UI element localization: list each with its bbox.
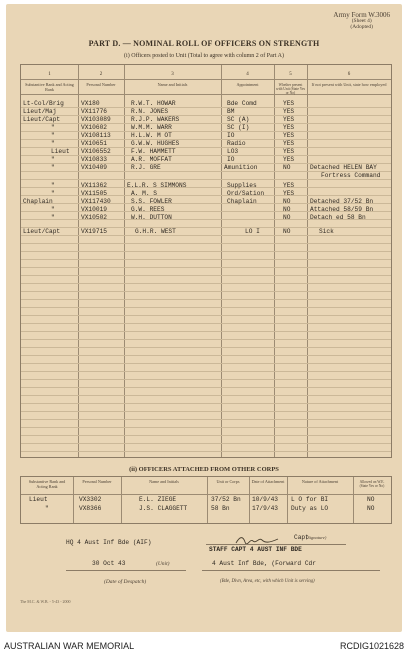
signature-rank: Capt [294, 534, 309, 541]
ruled-line [21, 299, 391, 300]
cell-number: VX10409 [81, 164, 107, 171]
cell-rank: Lieut [51, 148, 70, 155]
table-row [21, 198, 391, 206]
signature-line [206, 544, 346, 545]
column-header-allowed: Allowed on W.E. (State Yes or No) [359, 480, 385, 488]
ruled-line [21, 283, 391, 284]
cell-number: VX103089 [81, 116, 111, 123]
column-number: 1 [48, 72, 51, 77]
cell-corps: 37/52 Bn [211, 496, 241, 503]
cell-name: R.N. JONES [131, 108, 169, 115]
cell-number: VX11362 [81, 182, 107, 189]
cell-nature: Duty as LO [291, 505, 329, 512]
ruled-line [21, 443, 391, 444]
archive-name: AUSTRALIAN WAR MEMORIAL [4, 641, 135, 651]
cell-appointment: Ord/Sation [227, 190, 265, 197]
cell-rank: " [51, 132, 55, 139]
cell-date: 10/9/43 [252, 496, 278, 503]
ruled-line [21, 251, 391, 252]
cell-rank: Chaplain [23, 198, 53, 205]
ruled-line [21, 435, 391, 436]
cell-rank: Lieut/Capt [23, 116, 61, 123]
ruled-line [21, 259, 391, 260]
cell-name: W.H. DUTTON [131, 214, 172, 221]
cell-number: VX10019 [81, 206, 107, 213]
cell-name: J.S. CLAGGETT [139, 505, 188, 512]
cell-present: YES [283, 108, 295, 115]
table-row [21, 228, 391, 236]
date-line [66, 570, 186, 571]
cell-number: VX11505 [81, 190, 107, 197]
column-header-rank: Substantive Rank and Acting Rank [28, 479, 66, 489]
table-row [21, 108, 391, 116]
header-rule [21, 494, 391, 495]
cell-number: VX10833 [81, 156, 107, 163]
archive-reference: RCDIG1021628 [339, 641, 404, 651]
cell-number: VX180 [81, 100, 100, 107]
header-rule [21, 79, 391, 80]
cell-present: NO [283, 214, 291, 221]
attached-officers-table [20, 476, 392, 524]
cell-remark: Sick [319, 228, 334, 235]
ruled-line [21, 419, 391, 420]
cell-allowed: NO [367, 496, 375, 503]
cell-rank: Lieut/Maj [23, 108, 57, 115]
cell-nature: L O for BI [291, 496, 329, 503]
column-number: 5 [289, 72, 292, 77]
cell-present: YES [283, 100, 295, 107]
column-header-corps: Unit or Corps [216, 479, 240, 484]
cell-present: YES [283, 140, 295, 147]
cell-corps: 58 Bn [211, 505, 230, 512]
cell-name: G.W.W. HUGHES [131, 140, 180, 147]
table-row [21, 100, 391, 108]
ruled-line [21, 315, 391, 316]
cell-rank: " [51, 182, 55, 189]
cell-appointment: SC (A) [227, 116, 250, 123]
printer-imprint: The M.C. & W.B. - 5-43 - 2000 [20, 599, 71, 604]
ruled-line [21, 355, 391, 356]
cell-rank: " [45, 505, 49, 512]
cell-appointment: LO3 [227, 148, 239, 155]
ruled-line [21, 307, 391, 308]
cell-appointment: BM [227, 108, 235, 115]
cell-appointment: SC (I) [227, 124, 250, 131]
cell-appointment: Supplies [227, 182, 257, 189]
cell-date: 17/9/43 [252, 505, 278, 512]
cell-present: YES [283, 132, 295, 139]
form-sheet-number: (Sheet 4) [351, 18, 372, 24]
table-row [21, 214, 391, 222]
cell-name: S.S. FOWLER [131, 198, 172, 205]
cell-rank: " [51, 124, 55, 131]
column-header-present: Whether present with Unit (State Yes or No) [276, 83, 305, 95]
cell-name: G.H.R. WEST [135, 228, 176, 235]
cell-appointment: Amunition [224, 164, 258, 171]
table-row [21, 124, 391, 132]
column-header-number: Personal Number [82, 479, 112, 484]
cell-name: A.R. MOFFAT [131, 156, 172, 163]
table-row [21, 132, 391, 140]
cell-name: R.J.P. WAKERS [131, 116, 180, 123]
cell-name: R.J. GRE [131, 164, 161, 171]
ruled-line [21, 331, 391, 332]
cell-number: VX8366 [79, 505, 102, 512]
column-header-name: Name and Initials [149, 479, 179, 484]
cell-number: VX11776 [81, 108, 107, 115]
hq-line: HQ 4 Aust Inf Bde (AIF) [66, 539, 152, 546]
cell-present: YES [283, 148, 295, 155]
cell-rank: " [51, 164, 55, 171]
form-name: Army Form W.3006 [333, 11, 390, 19]
table-row [21, 505, 391, 513]
despatch-date: 30 Oct 43 [92, 560, 126, 567]
ruled-line [21, 403, 391, 404]
ruled-line [21, 275, 391, 276]
unit-detail: 4 Aust Inf Bde, (Forward Cdr [212, 560, 316, 567]
cell-present: YES [283, 116, 295, 123]
ruled-line [21, 395, 391, 396]
column-number: 3 [171, 72, 174, 77]
cell-appointment: LO I [245, 228, 260, 235]
column-header-number: Personal Number [86, 82, 116, 87]
cell-name: E.L. ZIEGE [139, 496, 177, 503]
cell-name: E.L.R. S SIMMONS [127, 182, 187, 189]
ruled-line [21, 291, 391, 292]
cell-number: VX3302 [79, 496, 102, 503]
table-row [21, 116, 391, 124]
unit-detail-caption: (Bde, Divn, Area, etc, with which Unit is serving) [220, 579, 315, 584]
cell-rank: " [51, 140, 55, 147]
table-row [21, 182, 391, 190]
table-row [21, 156, 391, 164]
ruled-line [21, 379, 391, 380]
cell-allowed: NO [367, 505, 375, 512]
signature-title: STAFF CAPT 4 AUST INF BDE [209, 546, 302, 553]
cell-present: YES [283, 156, 295, 163]
table-row [21, 148, 391, 156]
cell-remark: Attached 58/59 Bn [310, 206, 374, 213]
ruled-line [21, 387, 391, 388]
cell-number: VX108113 [81, 132, 111, 139]
cell-name: G.W. REES [131, 206, 165, 213]
column-header-name: Name and Initials [157, 82, 188, 87]
column-header-rank: Substantive Rank and Acting Rank [25, 82, 74, 92]
column-number: 6 [347, 72, 351, 77]
column-number: 2 [99, 72, 103, 77]
cell-appointment: IO [227, 132, 235, 139]
cell-remark: Detached HELEN BAY [310, 164, 377, 171]
form-sheet [6, 4, 402, 632]
cell-number: VX10502 [81, 214, 107, 221]
cell-present: NO [283, 198, 291, 205]
form-header [333, 12, 390, 30]
cell-appointment: Chaplain [227, 198, 257, 205]
date-caption: (Date of Despatch) [104, 579, 147, 585]
table-row [21, 206, 391, 214]
ruled-line [21, 339, 391, 340]
cell-rank: Lieut/Capt [23, 228, 61, 235]
table-row [21, 140, 391, 148]
cell-present: YES [283, 190, 295, 197]
cell-number: VX10602 [81, 124, 107, 131]
column-header-date: Date of Attachment [251, 479, 285, 484]
cell-number: VX10651 [81, 140, 107, 147]
cell-present: YES [283, 182, 295, 189]
ruled-line [21, 323, 391, 324]
cell-present: NO [283, 164, 291, 171]
cell-remark: Detach ed 58 Bn [310, 214, 366, 221]
archive-caption-bar [0, 640, 408, 654]
cell-appointment: IO [227, 156, 235, 163]
page-title: PART D. — NOMINAL ROLL OF OFFICERS ON STRENGTH [88, 39, 320, 48]
header-rule [21, 94, 391, 95]
cell-name: R.W.T. HOWAR [131, 100, 176, 107]
cell-rank: " [51, 206, 55, 213]
cell-appointment: Bde Comd [227, 100, 257, 107]
cell-number: VX19715 [81, 228, 107, 235]
ruled-line [21, 267, 391, 268]
section-2-title: (ii) OFFICERS ATTACHED FROM OTHER CORPS [129, 466, 279, 473]
cell-rank: Lt-Col/Brig [23, 100, 64, 107]
cell-present: NO [283, 228, 291, 235]
unit-line [202, 570, 380, 571]
form-status: (Adopted) [350, 24, 373, 30]
unit-caption: (Unit) [156, 561, 170, 567]
table-row [21, 172, 391, 180]
ruled-line [21, 427, 391, 428]
column-header-nature: Nature of Attachment [301, 479, 339, 484]
cell-present: YES [283, 124, 295, 131]
cell-name: W.M.M. WARR [131, 124, 172, 131]
cell-number: VX117430 [81, 198, 111, 205]
table-row [21, 496, 391, 504]
officers-table [20, 64, 392, 458]
cell-rank: " [51, 156, 55, 163]
ruled-line [21, 411, 391, 412]
cell-rank: Lieut [29, 496, 48, 503]
column-header-remark: If not present with Unit, state how employed [311, 82, 387, 87]
cell-remark: Detached 37/52 Bn [310, 198, 374, 205]
table-row [21, 190, 391, 198]
ruled-line [21, 451, 391, 452]
table-row [21, 164, 391, 172]
cell-name: F.W. HAMMETT [131, 148, 176, 155]
cell-name: H.L.W. M OT [131, 132, 172, 139]
column-header-appointment: Appointment [236, 82, 259, 87]
ruled-line [21, 243, 391, 244]
cell-rank: " [51, 214, 55, 221]
signature-caption: (Signature) [306, 535, 327, 540]
cell-present: NO [283, 206, 291, 213]
cell-number: VX106552 [81, 148, 111, 155]
cell-remark: Fortress Command [321, 172, 381, 179]
cell-name: A. M. S [131, 190, 157, 197]
cell-rank: " [51, 190, 55, 197]
ruled-line [21, 363, 391, 364]
column-number: 4 [246, 72, 249, 77]
cell-appointment: Radio [227, 140, 246, 147]
section-1-title: (i) Officers posted to Unit (Total to agree with column 2 of Part A) [124, 53, 284, 59]
ruled-line [21, 371, 391, 372]
ruled-line [21, 347, 391, 348]
